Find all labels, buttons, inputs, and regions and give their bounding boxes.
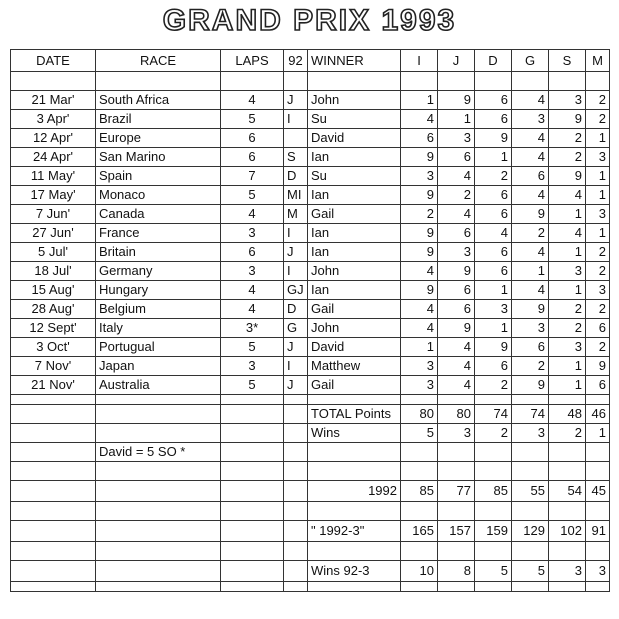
race-cell: San Marino	[96, 148, 221, 167]
score-cell: 6	[586, 376, 610, 395]
spacer-row	[11, 462, 610, 481]
score-cell: 9	[401, 243, 438, 262]
header-date: DATE	[11, 50, 96, 72]
header-winner: WINNER	[308, 50, 401, 72]
score-cell: 2	[401, 205, 438, 224]
p92-cell: J	[284, 338, 308, 357]
header-m: M	[586, 50, 610, 72]
header-g: G	[512, 50, 549, 72]
score-cell: 2	[586, 300, 610, 319]
score-cell: 1	[586, 186, 610, 205]
table-row	[11, 338, 610, 357]
score-cell: 9	[549, 110, 586, 129]
laps-cell: 3*	[221, 319, 284, 338]
y1992-cell: 77	[438, 481, 475, 502]
table-row	[11, 205, 610, 224]
spacer-row	[11, 72, 610, 91]
winner-cell: John	[308, 262, 401, 281]
score-cell: 2	[475, 376, 512, 395]
race-cell: Japan	[96, 357, 221, 376]
wins-cell: 2	[549, 424, 586, 443]
wins-cell: 5	[401, 424, 438, 443]
race-cell: Australia	[96, 376, 221, 395]
page-title: GRAND PRIX 1993	[162, 4, 457, 37]
score-cell: 2	[549, 300, 586, 319]
p92-cell: D	[284, 167, 308, 186]
winner-cell: John	[308, 319, 401, 338]
p92-cell: D	[284, 300, 308, 319]
score-cell: 2	[512, 357, 549, 376]
combined-cell: 159	[475, 521, 512, 542]
score-cell: 4	[512, 243, 549, 262]
score-cell: 3	[401, 167, 438, 186]
summary-wins-9293-row	[11, 561, 610, 582]
combined-cell: 165	[401, 521, 438, 542]
score-cell: 1	[438, 110, 475, 129]
score-cell: 1	[512, 262, 549, 281]
table-row	[11, 91, 610, 110]
score-cell: 9	[512, 376, 549, 395]
date-cell: 17 May'	[11, 186, 96, 205]
score-cell: 2	[586, 338, 610, 357]
score-cell: 1	[549, 376, 586, 395]
score-cell: 9	[512, 205, 549, 224]
laps-cell: 4	[221, 300, 284, 319]
header-laps: LAPS	[221, 50, 284, 72]
total-cell: 74	[475, 405, 512, 424]
score-cell: 9	[401, 224, 438, 243]
score-cell: 1	[549, 281, 586, 300]
header-s: S	[549, 50, 586, 72]
date-cell: 7 Nov'	[11, 357, 96, 376]
laps-cell: 3	[221, 224, 284, 243]
header-row	[11, 50, 610, 72]
laps-cell: 5	[221, 338, 284, 357]
wins923-cell: 5	[475, 561, 512, 582]
combined-cell: 91	[586, 521, 610, 542]
score-cell: 6	[475, 205, 512, 224]
wins-cell: 3	[512, 424, 549, 443]
score-cell: 4	[438, 376, 475, 395]
date-cell: 5 Jul'	[11, 243, 96, 262]
winner-cell: David	[308, 338, 401, 357]
score-cell: 2	[586, 262, 610, 281]
date-cell: 15 Aug'	[11, 281, 96, 300]
score-cell: 9	[475, 338, 512, 357]
header-i: I	[401, 50, 438, 72]
score-cell: 9	[549, 167, 586, 186]
spacer-row	[11, 395, 610, 405]
winner-cell: John	[308, 91, 401, 110]
winner-cell: Gail	[308, 205, 401, 224]
p92-cell: I	[284, 224, 308, 243]
total-points-label: TOTAL Points	[308, 405, 401, 424]
p92-cell: S	[284, 148, 308, 167]
wins923-cell: 3	[586, 561, 610, 582]
score-cell: 4	[438, 357, 475, 376]
score-cell: 4	[512, 91, 549, 110]
wins-cell: 3	[438, 424, 475, 443]
date-cell: 18 Jul'	[11, 262, 96, 281]
score-cell: 2	[586, 91, 610, 110]
score-cell: 3	[512, 319, 549, 338]
score-cell: 1	[475, 148, 512, 167]
date-cell: 21 Mar'	[11, 91, 96, 110]
p92-cell: I	[284, 357, 308, 376]
score-cell: 3	[586, 281, 610, 300]
date-cell: 12 Apr'	[11, 129, 96, 148]
race-cell: South Africa	[96, 91, 221, 110]
score-cell: 3	[512, 110, 549, 129]
score-cell: 3	[438, 243, 475, 262]
y1992-cell: 54	[549, 481, 586, 502]
race-cell: Italy	[96, 319, 221, 338]
score-cell: 6	[438, 224, 475, 243]
score-cell: 2	[586, 243, 610, 262]
score-cell: 6	[401, 129, 438, 148]
y1992-label: 1992	[308, 481, 401, 502]
race-cell: Belgium	[96, 300, 221, 319]
total-cell: 48	[549, 405, 586, 424]
score-cell: 2	[475, 167, 512, 186]
date-cell: 28 Aug'	[11, 300, 96, 319]
score-cell: 6	[475, 186, 512, 205]
score-cell: 1	[475, 281, 512, 300]
combined-label: " 1992-3"	[308, 521, 401, 542]
score-cell: 3	[549, 262, 586, 281]
table-row	[11, 148, 610, 167]
race-cell: France	[96, 224, 221, 243]
laps-cell: 7	[221, 167, 284, 186]
winner-cell: Gail	[308, 376, 401, 395]
score-cell: 9	[586, 357, 610, 376]
laps-cell: 6	[221, 129, 284, 148]
p92-cell: GJ	[284, 281, 308, 300]
score-cell: 9	[401, 148, 438, 167]
score-cell: 9	[438, 91, 475, 110]
race-cell: Canada	[96, 205, 221, 224]
combined-cell: 129	[512, 521, 549, 542]
score-cell: 1	[549, 205, 586, 224]
p92-cell: M	[284, 205, 308, 224]
wins-cell: 2	[475, 424, 512, 443]
score-cell: 2	[438, 186, 475, 205]
total-cell: 80	[401, 405, 438, 424]
p92-cell: J	[284, 91, 308, 110]
score-cell: 4	[438, 205, 475, 224]
race-cell: Britain	[96, 243, 221, 262]
laps-cell: 5	[221, 110, 284, 129]
score-cell: 2	[549, 129, 586, 148]
header-92: 92	[284, 50, 308, 72]
header-j: J	[438, 50, 475, 72]
date-cell: 11 May'	[11, 167, 96, 186]
wins-label: Wins	[308, 424, 401, 443]
laps-cell: 5	[221, 376, 284, 395]
table-row	[11, 281, 610, 300]
score-cell: 9	[475, 129, 512, 148]
score-cell: 2	[549, 148, 586, 167]
wins923-label: Wins 92-3	[308, 561, 401, 582]
score-cell: 3	[586, 205, 610, 224]
score-cell: 4	[512, 129, 549, 148]
score-cell: 1	[549, 357, 586, 376]
score-cell: 4	[549, 186, 586, 205]
table-row	[11, 376, 610, 395]
laps-cell: 6	[221, 148, 284, 167]
score-cell: 6	[438, 281, 475, 300]
score-cell: 3	[586, 148, 610, 167]
score-cell: 3	[475, 300, 512, 319]
date-cell: 3 Oct'	[11, 338, 96, 357]
laps-cell: 4	[221, 205, 284, 224]
winner-cell: Ian	[308, 148, 401, 167]
score-cell: 9	[512, 300, 549, 319]
race-cell: Spain	[96, 167, 221, 186]
total-cell: 74	[512, 405, 549, 424]
combined-cell: 157	[438, 521, 475, 542]
race-cell: Portugual	[96, 338, 221, 357]
header-d: D	[475, 50, 512, 72]
table-row	[11, 319, 610, 338]
header-race: RACE	[96, 50, 221, 72]
winner-cell: Matthew	[308, 357, 401, 376]
table-row	[11, 129, 610, 148]
score-cell: 4	[401, 110, 438, 129]
date-cell: 27 Jun'	[11, 224, 96, 243]
score-cell: 6	[475, 91, 512, 110]
summary-1992-row	[11, 481, 610, 502]
laps-cell: 5	[221, 186, 284, 205]
y1992-cell: 55	[512, 481, 549, 502]
score-cell: 1	[401, 338, 438, 357]
table-row	[11, 224, 610, 243]
p92-cell: J	[284, 376, 308, 395]
wins-cell: 1	[586, 424, 610, 443]
race-cell: Germany	[96, 262, 221, 281]
results-table	[10, 49, 610, 592]
note-row	[11, 443, 610, 462]
summary-total-row	[11, 405, 610, 424]
score-cell: 9	[401, 281, 438, 300]
score-cell: 6	[475, 262, 512, 281]
score-cell: 4	[438, 167, 475, 186]
table-row	[11, 167, 610, 186]
date-cell: 3 Apr'	[11, 110, 96, 129]
race-cell: Hungary	[96, 281, 221, 300]
note-text: David = 5 SO *	[96, 443, 221, 462]
score-cell: 4	[549, 224, 586, 243]
table-row	[11, 262, 610, 281]
date-cell: 12 Sept'	[11, 319, 96, 338]
score-cell: 1	[401, 91, 438, 110]
score-cell: 4	[401, 262, 438, 281]
winner-cell: David	[308, 129, 401, 148]
p92-cell: J	[284, 243, 308, 262]
score-cell: 9	[438, 319, 475, 338]
summary-wins-row	[11, 424, 610, 443]
winner-cell: Su	[308, 167, 401, 186]
winner-cell: Su	[308, 110, 401, 129]
score-cell: 3	[549, 338, 586, 357]
score-cell: 6	[512, 338, 549, 357]
score-cell: 3	[401, 357, 438, 376]
score-cell: 4	[512, 186, 549, 205]
score-cell: 6	[438, 148, 475, 167]
spacer-row	[11, 582, 610, 592]
p92-cell: MI	[284, 186, 308, 205]
score-cell: 6	[438, 300, 475, 319]
wins923-cell: 8	[438, 561, 475, 582]
score-cell: 9	[401, 186, 438, 205]
score-cell: 4	[401, 319, 438, 338]
laps-cell: 3	[221, 357, 284, 376]
laps-cell: 4	[221, 281, 284, 300]
winner-cell: Gail	[308, 300, 401, 319]
score-cell: 4	[512, 281, 549, 300]
score-cell: 2	[549, 319, 586, 338]
race-cell: Brazil	[96, 110, 221, 129]
date-cell: 24 Apr'	[11, 148, 96, 167]
total-cell: 80	[438, 405, 475, 424]
score-cell: 4	[512, 148, 549, 167]
score-cell: 2	[512, 224, 549, 243]
score-cell: 3	[401, 376, 438, 395]
winner-cell: Ian	[308, 224, 401, 243]
score-cell: 4	[438, 338, 475, 357]
y1992-cell: 85	[401, 481, 438, 502]
score-cell: 4	[401, 300, 438, 319]
y1992-cell: 45	[586, 481, 610, 502]
p92-cell: I	[284, 110, 308, 129]
score-cell: 4	[475, 224, 512, 243]
score-cell: 1	[586, 224, 610, 243]
table-row	[11, 110, 610, 129]
laps-cell: 6	[221, 243, 284, 262]
p92-cell: G	[284, 319, 308, 338]
total-cell: 46	[586, 405, 610, 424]
score-cell: 1	[586, 167, 610, 186]
score-cell: 3	[438, 129, 475, 148]
score-cell: 1	[475, 319, 512, 338]
score-cell: 1	[586, 129, 610, 148]
winner-cell: Ian	[308, 281, 401, 300]
combined-cell: 102	[549, 521, 586, 542]
score-cell: 6	[475, 243, 512, 262]
date-cell: 21 Nov'	[11, 376, 96, 395]
score-cell: 3	[549, 91, 586, 110]
score-cell: 9	[438, 262, 475, 281]
race-cell: Monaco	[96, 186, 221, 205]
wins923-cell: 5	[512, 561, 549, 582]
y1992-cell: 85	[475, 481, 512, 502]
winner-cell: Ian	[308, 186, 401, 205]
spacer-row	[11, 542, 610, 561]
score-cell: 6	[475, 110, 512, 129]
date-cell: 7 Jun'	[11, 205, 96, 224]
summary-combined-row	[11, 521, 610, 542]
table-row	[11, 300, 610, 319]
spacer-row	[11, 502, 610, 521]
table-row	[11, 186, 610, 205]
p92-cell	[284, 129, 308, 148]
score-cell: 6	[512, 167, 549, 186]
table-row	[11, 357, 610, 376]
race-cell: Europe	[96, 129, 221, 148]
winner-cell: Ian	[308, 243, 401, 262]
score-cell: 2	[586, 110, 610, 129]
score-cell: 6	[586, 319, 610, 338]
laps-cell: 3	[221, 262, 284, 281]
p92-cell: I	[284, 262, 308, 281]
wins923-cell: 10	[401, 561, 438, 582]
wins923-cell: 3	[549, 561, 586, 582]
table-row	[11, 243, 610, 262]
score-cell: 6	[475, 357, 512, 376]
laps-cell: 4	[221, 91, 284, 110]
score-cell: 1	[549, 243, 586, 262]
